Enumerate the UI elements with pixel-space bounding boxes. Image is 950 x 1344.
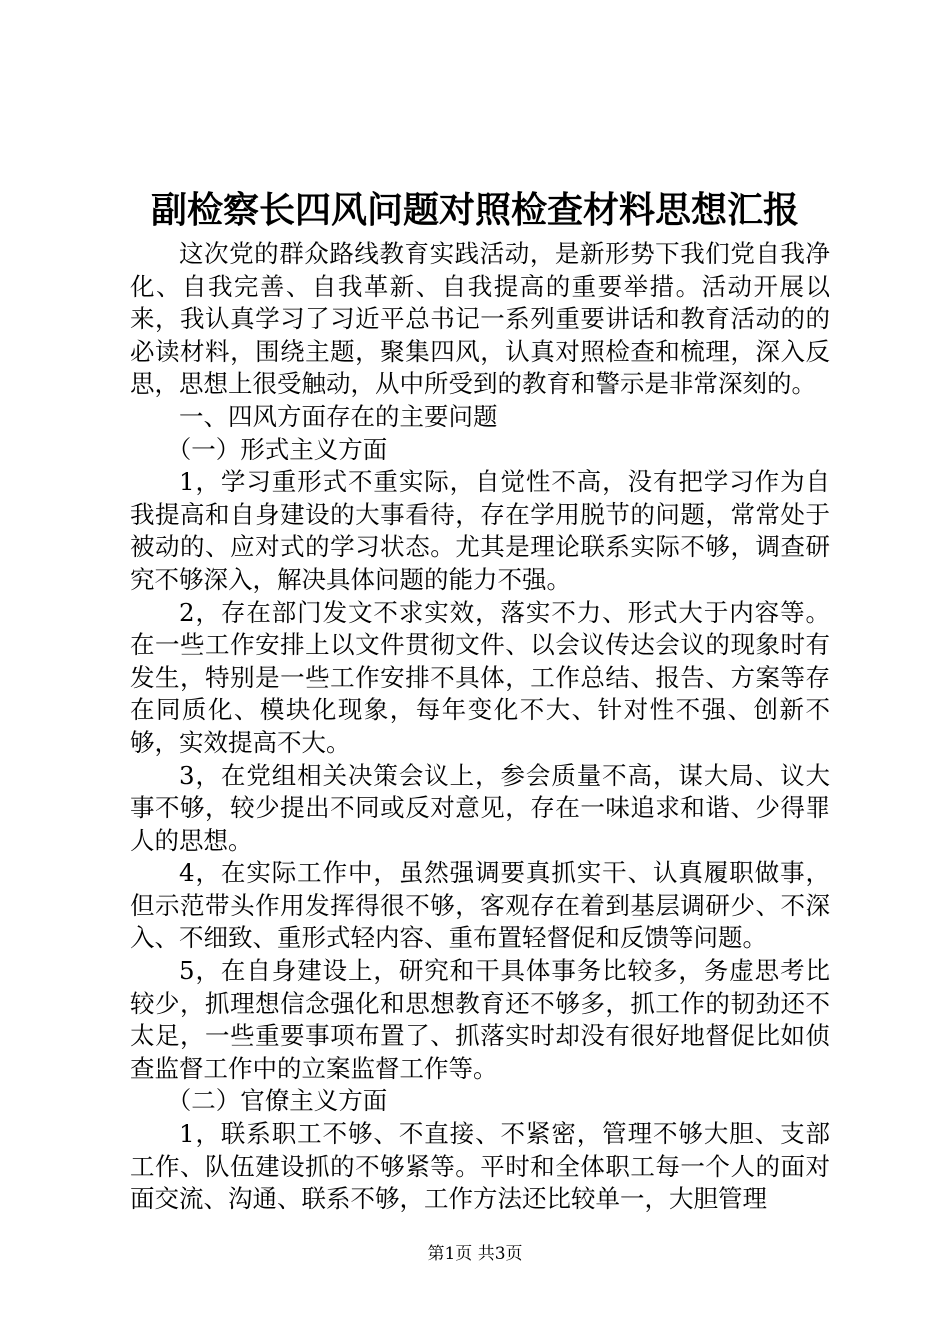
paragraph-item: 1，学习重形式不重实际，自觉性不高，没有把学习作为自我提高和自身建设的大事看待，存在学用脱节的问题，常常处于被动的、应对式的学习状态。尤其是理论联系实际不够，调查研究不够深入，解决具体问题的能力不强。 — [130, 467, 830, 594]
section-heading: 一、四风方面存在的主要问题 — [179, 401, 498, 431]
paragraph-item: 1，联系职工不够、不直接、不紧密，管理不够大胆、支部工作、队伍建设抓的不够紧等。平时和全体职工每一个人的面对面交流、沟通、联系不够，工作方法还比较单一，大胆管理 — [130, 1119, 830, 1214]
page-indicator: 第1页 共3页 — [427, 1244, 523, 1264]
paragraph-item: 5，在自身建设上，研究和干具体事务比较多，务虚思考比较少，抓理想信念强化和思想教育还不够多，抓工作的韧劲还不太足，一些重要事项布置了、抓落实时却没有很好地督促比如侦查监督工作中的立案监督工作等。 — [130, 956, 830, 1083]
subsection-heading: （二）官僚主义方面 — [166, 1086, 388, 1116]
paragraph-item: 3，在党组相关决策会议上，参会质量不高，谋大局、议大事不够，较少提出不同或反对意见，存在一味追求和谐、少得罪人的思想。 — [130, 760, 830, 855]
document-body — [130, 238, 830, 1216]
paragraph-item: 4，在实际工作中，虽然强调要真抓实干、认真履职做事，但示范带头作用发挥得很不够，客观存在着到基层调研少、不深入、不细致、重形式轻内容、重布置轻督促和反馈等问题。 — [130, 858, 830, 953]
document-title: 副检察长四风问题对照检查材料思想汇报 — [150, 189, 799, 231]
paragraph-intro: 这次党的群众路线教育实践活动，是新形势下我们党自我净化、自我完善、自我革新、自我提高的重要举措。活动开展以来，我认真学习了习近平总书记一系列重要讲话和教育活动的的必读材料，围绕主题，聚集四风，认真对照检查和梳理，深入反思，思想上很受触动，从中所受到的教育和警示是非常深刻的。 — [130, 239, 830, 399]
subsection-heading: （一）形式主义方面 — [166, 434, 388, 464]
paragraph-item: 2，存在部门发文不求实效，落实不力、形式大于内容等。在一些工作安排上以文件贯彻文件、以会议传达会议的现象时有发生，特别是一些工作安排不具体，工作总结、报告、方案等存在同质化、模块化现象，每年变化不大、针对性不强、创新不够，实效提高不大。 — [130, 597, 830, 757]
